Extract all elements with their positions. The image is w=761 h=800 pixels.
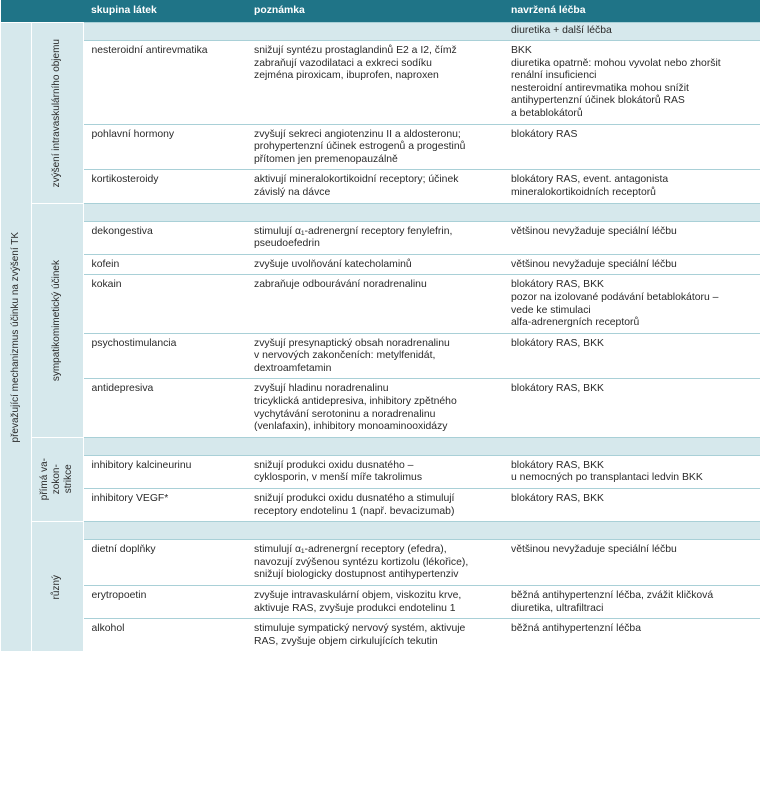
table-row bbox=[1, 619, 760, 652]
table-body bbox=[1, 23, 760, 652]
treatment-cell bbox=[503, 619, 760, 652]
treatment-cell bbox=[503, 124, 760, 170]
cell-line: a betablokátorů bbox=[511, 107, 583, 119]
cell-line: aktivují mineralokortikoidní receptory; účinek bbox=[254, 174, 459, 186]
substance-cell: dekongestiva bbox=[83, 221, 246, 254]
note-cell bbox=[246, 455, 503, 488]
table-row bbox=[1, 221, 760, 254]
cell-line: snižují syntézu prostaglandinů E2 a I2, čímž bbox=[254, 45, 457, 56]
treatment-cell bbox=[503, 489, 760, 522]
drug-hypertension-table bbox=[1, 0, 760, 651]
cell-line: většinou nevyžaduje speciální léčbu bbox=[511, 225, 677, 237]
table-row bbox=[1, 540, 760, 586]
table-row bbox=[1, 170, 760, 203]
group-label bbox=[39, 458, 75, 500]
cell-line: blokátory RAS, BKK bbox=[511, 383, 604, 395]
note-cell bbox=[246, 333, 503, 379]
outer-label-wrap bbox=[1, 232, 31, 442]
group-label-cell bbox=[31, 23, 83, 204]
cell-line: pseudoefedrin bbox=[254, 238, 320, 250]
cell-line: RAS, zvyšuje objem cirkulujících tekutin bbox=[254, 635, 438, 647]
band-treatment-cell bbox=[503, 522, 760, 540]
band-cell bbox=[83, 203, 246, 221]
cell-line: závislý na dávce bbox=[254, 186, 331, 198]
note-cell bbox=[246, 254, 503, 275]
group-band-row bbox=[1, 522, 760, 540]
cell-line: snižují produkci oxidu dusnatého a stimulují bbox=[254, 493, 455, 505]
cell-line: zvyšuje intravaskulární objem, viskozitu krve, bbox=[254, 590, 462, 601]
substance-cell: kortikosteroidy bbox=[83, 170, 246, 203]
treatment-cell bbox=[503, 333, 760, 379]
outer-label: převažující mechanizmus účinku na zvýšení TK bbox=[9, 231, 21, 443]
cell-line: diuretika opatrně: mohou vyvolat nebo zhoršit bbox=[511, 57, 721, 69]
note-cell bbox=[246, 489, 503, 522]
note-cell bbox=[246, 540, 503, 586]
group-label-wrap bbox=[32, 458, 83, 500]
treatment-cell bbox=[503, 540, 760, 586]
cell-line: běžná antihypertenzní léčba bbox=[511, 623, 641, 635]
cell-line: dextroamfetamin bbox=[254, 362, 332, 374]
cell-line: cyklosporin, v menší míře takrolimus bbox=[254, 472, 423, 484]
cell-line: receptory endotelinu 1 (např. bevacizumab) bbox=[254, 505, 455, 517]
cell-line: blokátory RAS, BKK bbox=[511, 279, 604, 291]
group-label-line: zvýšení intravaskulárního objemu bbox=[51, 38, 62, 187]
table-row bbox=[1, 275, 760, 333]
treatment-cell bbox=[503, 41, 760, 125]
group-label-wrap bbox=[32, 39, 83, 187]
group-label-wrap bbox=[32, 260, 83, 381]
band-cell bbox=[83, 437, 246, 455]
cell-line: tricyklická antidepresiva, inhibitory zpětného bbox=[254, 396, 457, 408]
group-label-line: strikce bbox=[63, 465, 74, 494]
cell-line: stimulují α₁-adrenergní receptory (efedra), bbox=[254, 544, 447, 556]
table-row bbox=[1, 124, 760, 170]
cell-line: blokátory RAS, BKK bbox=[511, 459, 604, 471]
table-row bbox=[1, 455, 760, 488]
substance-cell: erytropoetin bbox=[83, 586, 246, 619]
cell-line: BKK bbox=[511, 45, 532, 56]
band-cell bbox=[246, 522, 503, 540]
treatment-cell bbox=[503, 254, 760, 275]
cell-line: (venlafaxin), inhibitory monoaminooxidázy bbox=[254, 421, 448, 433]
cell-line: většinou nevyžaduje speciální léčbu bbox=[511, 544, 677, 556]
band-cell bbox=[83, 23, 246, 41]
substance-cell: dietní doplňky bbox=[83, 540, 246, 586]
group-label bbox=[51, 260, 63, 381]
treatment-cell bbox=[503, 586, 760, 619]
note-cell bbox=[246, 586, 503, 619]
group-label-cell bbox=[31, 522, 83, 652]
cell-line: zejména piroxicam, ibuprofen, naproxen bbox=[254, 70, 439, 82]
note-cell bbox=[246, 379, 503, 437]
note-cell bbox=[246, 619, 503, 652]
header-empty-cell bbox=[1, 0, 83, 23]
cell-line: prohypertenzní účinek estrogenů a progestinů bbox=[254, 141, 466, 153]
cell-line: nesteroidní antirevmatika mohou snížit bbox=[511, 82, 689, 94]
group-band-row bbox=[1, 203, 760, 221]
cell-line: zvyšuje uvolňování katecholaminů bbox=[254, 258, 412, 270]
cell-line: zvyšují hladinu noradrenalinu bbox=[254, 383, 389, 395]
substance-cell: pohlavní hormony bbox=[83, 124, 246, 170]
cell-line: většinou nevyžaduje speciální léčbu bbox=[511, 258, 677, 270]
cell-line: zvyšují presynaptický obsah noradrenalinu bbox=[254, 337, 450, 349]
cell-line: snižují biologicky dostupnost antihypertenziv bbox=[254, 569, 459, 581]
cell-line: zabraňují vazodilataci a exkreci sodíku bbox=[254, 57, 432, 69]
cell-line: pozor na izolované podávání betablokátoru – bbox=[511, 291, 719, 303]
treatment-cell bbox=[503, 221, 760, 254]
group-label bbox=[51, 575, 63, 599]
outer-label-cell bbox=[1, 23, 31, 652]
table-row bbox=[1, 379, 760, 437]
cell-line: mineralokortikoidních receptorů bbox=[511, 186, 656, 198]
group-label-wrap bbox=[32, 575, 83, 599]
treatment-cell bbox=[503, 170, 760, 203]
cell-line: zvyšují sekreci angiotenzinu II a aldosteronu; bbox=[254, 128, 461, 140]
band-cell bbox=[246, 203, 503, 221]
cell-line: stimuluje sympatický nervový systém, aktivuje bbox=[254, 623, 466, 635]
table-row bbox=[1, 254, 760, 275]
cell-line: aktivuje RAS, zvyšuje produkci endotelinu 1 bbox=[254, 602, 456, 614]
group-label-cell bbox=[31, 437, 83, 521]
cell-line: u nemocných po transplantaci ledvin BKK bbox=[511, 472, 703, 484]
substance-cell: inhibitory kalcineurinu bbox=[83, 455, 246, 488]
substance-cell: inhibitory VEGF* bbox=[83, 489, 246, 522]
group-band-row bbox=[1, 437, 760, 455]
band-cell bbox=[83, 522, 246, 540]
cell-line: diuretika, ultrafiltraci bbox=[511, 602, 604, 614]
band-cell bbox=[246, 23, 503, 41]
table-row bbox=[1, 586, 760, 619]
cell-line: blokátory RAS bbox=[511, 128, 578, 140]
header-note: poznámka bbox=[246, 0, 503, 23]
substance-cell: nesteroidní antirevmatika bbox=[83, 41, 246, 125]
cell-line: vychytávání serotoninu a noradrenalinu bbox=[254, 408, 436, 420]
cell-line: v nervových zakončeních: metylfenidát, bbox=[254, 350, 436, 362]
cell-line: alfa-adrenergních receptorů bbox=[511, 317, 640, 329]
band-treatment-cell bbox=[503, 203, 760, 221]
cell-line: renální insuficienci bbox=[511, 70, 597, 82]
band-cell bbox=[246, 437, 503, 455]
substance-cell: psychostimulancia bbox=[83, 333, 246, 379]
group-band-row bbox=[1, 23, 760, 41]
cell-line: běžná antihypertenzní léčba, zvážit kličková bbox=[511, 590, 714, 601]
cell-line: blokátory RAS, BKK bbox=[511, 337, 604, 349]
group-label-line: různý bbox=[51, 574, 62, 600]
table-row bbox=[1, 333, 760, 379]
cell-line: vede ke stimulaci bbox=[511, 304, 591, 316]
substance-cell: kofein bbox=[83, 254, 246, 275]
table-header-row bbox=[1, 0, 760, 23]
table-row bbox=[1, 489, 760, 522]
substance-cell: antidepresiva bbox=[83, 379, 246, 437]
group-label-line: zokon- bbox=[51, 464, 62, 495]
substance-cell: kokain bbox=[83, 275, 246, 333]
group-label bbox=[51, 39, 63, 187]
note-cell bbox=[246, 41, 503, 125]
table-row bbox=[1, 41, 760, 125]
cell-line: blokátory RAS, event. antagonista bbox=[511, 174, 669, 186]
band-treatment-cell bbox=[503, 437, 760, 455]
group-label-line: přímá va- bbox=[39, 458, 50, 501]
treatment-cell bbox=[503, 275, 760, 333]
substance-cell: alkohol bbox=[83, 619, 246, 652]
treatment-cell bbox=[503, 379, 760, 437]
note-cell bbox=[246, 170, 503, 203]
note-cell bbox=[246, 124, 503, 170]
cell-line: zabraňuje odbourávání noradrenalinu bbox=[254, 279, 427, 291]
group-label-line: sympatikomimetický účinek bbox=[51, 259, 62, 381]
cell-line: snižují produkci oxidu dusnatého – bbox=[254, 459, 414, 471]
treatment-cell bbox=[503, 455, 760, 488]
cell-line: stimulují α₁-adrenergní receptory fenylefrin, bbox=[254, 225, 453, 237]
header-treatment: navržená léčba bbox=[503, 0, 760, 23]
cell-line: přítomen jen premenopauzálně bbox=[254, 153, 398, 165]
band-treatment-cell: diuretika + další léčba bbox=[503, 23, 760, 41]
cell-line: blokátory RAS, BKK bbox=[511, 493, 604, 505]
cell-line: navozují zvýšenou syntézu kortizolu (lékořice), bbox=[254, 556, 469, 568]
note-cell bbox=[246, 275, 503, 333]
cell-line: antihypertenzní účinek blokátorů RAS bbox=[511, 95, 685, 107]
header-substance-group: skupina látek bbox=[83, 0, 246, 23]
group-label-cell bbox=[31, 203, 83, 437]
note-cell bbox=[246, 221, 503, 254]
